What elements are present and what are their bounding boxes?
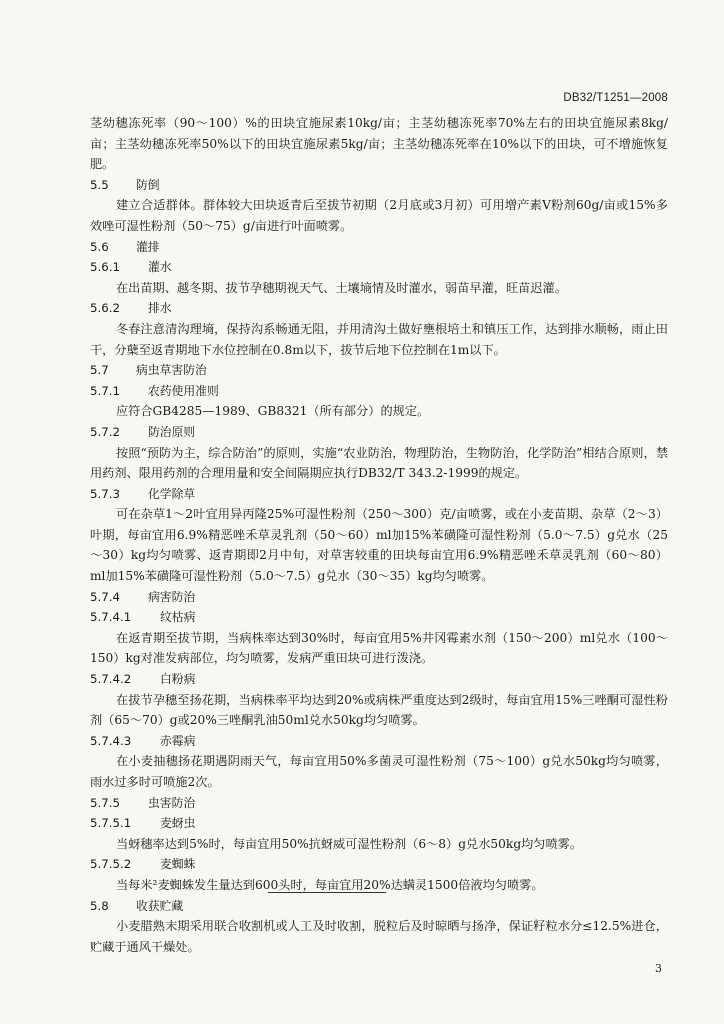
section-title: 防倒 xyxy=(136,177,160,192)
section-heading xyxy=(90,298,668,319)
paragraph: 小麦腊熟末期采用联合收割机或人工及时收割，脱粒后及时晾晒与扬净，保证籽粒水分≤12.5%进仓，贮藏于通风干燥处。 xyxy=(90,919,668,954)
paragraph: 当蚜穗率达到5%时，每亩宜用50%抗蚜威可湿性粉剂（6～8）g兑水50kg均匀喷雾。 xyxy=(116,836,583,851)
section-title: 麦蜘蛛 xyxy=(160,857,196,872)
document-id: DB32/T1251—2008 xyxy=(563,92,668,104)
section-title: 纹枯病 xyxy=(160,610,196,625)
section-number: 5.6.2 xyxy=(90,301,121,316)
paragraph: 冬春注意清沟理墒，保持沟系畅通无阻，并用清沟土做好壅根培土和镇压工作，达到排水顺畅，雨止田干，分蘖至返青期地下水位控制在0.8m以下，拔节后地下位控制在1m以下。 xyxy=(90,321,668,357)
section-heading xyxy=(90,813,668,834)
section-heading xyxy=(90,896,668,917)
section-title: 农药使用准则 xyxy=(148,383,219,398)
section-number: 5.7.3 xyxy=(90,486,121,501)
section-heading xyxy=(90,587,668,608)
section-title: 赤霉病 xyxy=(160,733,196,748)
paragraph: 在出苗期、越冬期、拔节孕穗期视天气、土壤墒情及时灌水，弱苗早灌，旺苗迟灌。 xyxy=(116,280,567,295)
section-number: 5.7.5 xyxy=(90,795,121,810)
section-title: 灌排 xyxy=(136,239,160,254)
page-number: 3 xyxy=(655,962,662,975)
section-title: 灌水 xyxy=(148,260,172,275)
section-heading xyxy=(90,175,668,196)
section-number: 5.7.2 xyxy=(90,424,121,439)
section-heading xyxy=(90,422,668,443)
section-title: 防治原则 xyxy=(148,424,196,439)
end-rule xyxy=(268,892,386,893)
section-number: 5.6 xyxy=(90,239,109,254)
section-title: 病虫草害防治 xyxy=(136,363,207,378)
section-heading xyxy=(90,793,668,814)
section-heading xyxy=(90,669,668,690)
paragraph: 应符合GB4285—1989、GB8321（所有部分）的规定。 xyxy=(116,404,430,419)
section-heading xyxy=(90,731,668,752)
section-number: 5.7.4.1 xyxy=(90,610,132,625)
paragraph: 当每米²麦蜘蛛发生量达到600头时，每亩宜用20%达螨灵1500倍液均匀喷雾。 xyxy=(116,877,544,892)
section-heading xyxy=(90,854,668,875)
section-title: 虫害防治 xyxy=(148,795,196,810)
section-number: 5.7.4.3 xyxy=(90,733,132,748)
section-title: 排水 xyxy=(148,301,172,316)
section-heading xyxy=(90,484,668,505)
paragraph: 按照“预防为主，综合防治”的原则，实施“农业防治，物理防治，生物防治，化学防治”相结合原则，禁用药剂、限用药剂的合理用量和安全间隔期应执行DB32/T 343.2-1999的规定。 xyxy=(90,445,668,481)
section-number: 5.7.4.2 xyxy=(90,672,132,687)
paragraph: 在小麦抽穗扬花期遇阴雨天气，每亩宜用50%多菌灵可湿性粉剂（75～100）g兑水50kg均匀喷雾，雨水过多时可喷施2次。 xyxy=(90,754,668,789)
section-number: 5.7.1 xyxy=(90,383,121,398)
section-heading xyxy=(90,257,668,278)
section-heading xyxy=(90,237,668,258)
section-title: 病害防治 xyxy=(148,589,196,604)
paragraph: 建立合适群体。群体较大田块返青后至拔节初期（2月底或3月初）可用增产素V粉剂60g/亩或15%多效唑可湿性粉剂（50～75）g/亩进行叶面喷雾。 xyxy=(90,198,668,233)
paragraph: 茎幼穗冻死率（90～100）%的田块宜施尿素10kg/亩；主茎幼穗冻死率70%左右的田块宜施尿素8kg/亩；主茎幼穗冻死率50%以下的田块宜施尿素5kg/亩；主茎幼穗冻死率在10%以下的田块，可不增施恢复肥。 xyxy=(90,116,668,172)
section-title: 收获贮藏 xyxy=(136,898,184,913)
section-number: 5.5 xyxy=(90,177,109,192)
section-number: 5.7 xyxy=(90,363,109,378)
section-number: 5.6.1 xyxy=(90,260,121,275)
section-title: 麦蚜虫 xyxy=(160,816,196,831)
paragraph: 可在杂草1～2叶宜用异丙隆25%可湿性粉剂（250～300）克/亩喷雾，或在小麦苗期、杂草（2～3）叶期，每亩宜用6.9%精恶唑禾草灵乳剂（50～60）ml加15%苯磺隆可湿性粉剂（5.0～7.5）g兑水（25～30）kg均匀喷雾、返青期即2月中旬，对草害较重的田块每亩宜用6.9%精恶唑禾草灵乳剂（60～80）ml加15%苯磺隆可湿性粉剂（5.0～7.5）g兑水（30～35）kg均匀喷雾。 xyxy=(90,507,668,584)
section-heading xyxy=(90,360,668,381)
section-title: 化学除草 xyxy=(148,486,196,501)
document-body xyxy=(90,113,668,957)
section-number: 5.7.5.2 xyxy=(90,857,132,872)
paragraph: 在拔节孕穗至扬花期，当病株率平均达到20%或病株严重度达到2级时，每亩宜用15%三唑酮可湿性粉剂（65～70）g或20%三唑酮乳油50ml兑水50kg均匀喷雾。 xyxy=(90,692,668,728)
section-number: 5.8 xyxy=(90,898,109,913)
section-number: 5.7.5.1 xyxy=(90,816,132,831)
section-title: 白粉病 xyxy=(160,672,196,687)
section-heading xyxy=(90,607,668,628)
section-heading xyxy=(90,381,668,402)
paragraph: 在返青期至拔节期，当病株率达到30%时，每亩宜用5%井冈霉素水剂（150～200）ml兑水（100～150）kg对准发病部位，均匀喷雾，发病严重田块可进行泼浇。 xyxy=(90,630,668,666)
section-number: 5.7.4 xyxy=(90,589,121,604)
